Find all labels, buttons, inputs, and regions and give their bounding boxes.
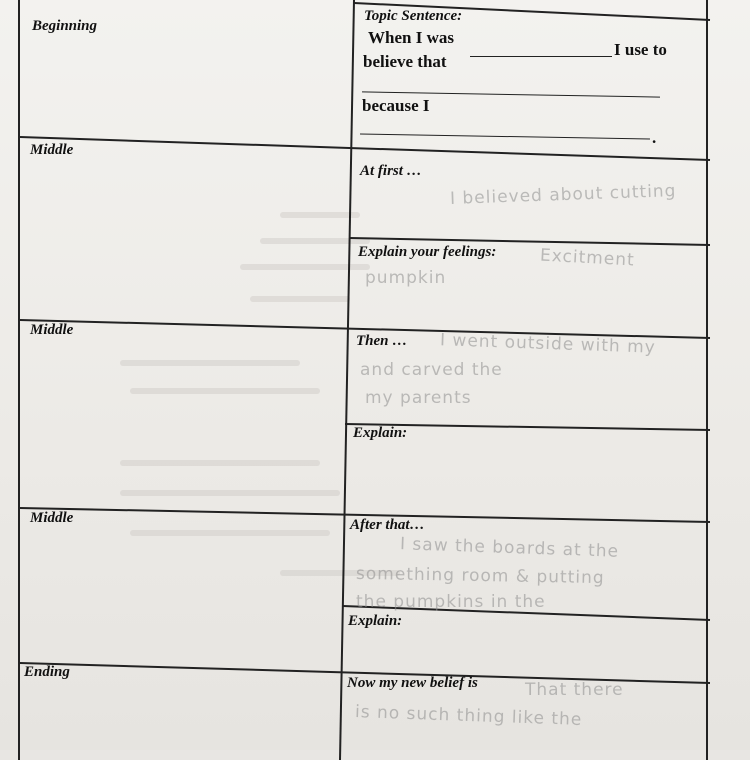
section-middle-label: Middle: [30, 142, 74, 158]
section-middle-label: Middle: [30, 322, 74, 338]
prompt-new-belief: Now my new belief is: [347, 675, 478, 691]
topic-line1-suffix: I use to: [614, 40, 667, 59]
section-middle-label: Middle: [30, 510, 74, 526]
topic-line2: believe that: [363, 52, 447, 71]
prompt-explain: Explain:: [348, 613, 403, 629]
prompt-explain-feelings: Explain your feelings:: [358, 244, 497, 260]
handwritten-response: I saw the boards at the: [399, 534, 620, 562]
handwritten-response: and carved the: [360, 360, 503, 380]
prompt-at-first: At first …: [360, 163, 422, 179]
handwritten-response: I went outside with my: [439, 330, 657, 358]
handwritten-response: I believed about cutting: [449, 181, 677, 209]
topic-line1-prefix: When I was: [368, 28, 454, 47]
topic-blank-was[interactable]: [470, 56, 612, 57]
handwritten-response: That there: [525, 680, 624, 700]
handwritten-response: my parents: [365, 388, 472, 408]
section-beginning-label: Beginning: [32, 18, 98, 34]
handwritten-response: something room & putting: [355, 563, 605, 589]
handwritten-response: pumpkin: [365, 268, 447, 288]
section-ending-label: Ending: [24, 664, 70, 680]
handwritten-response: Excitment: [539, 245, 636, 271]
handwritten-response: the pumpkins in the: [356, 592, 546, 612]
topic-sentence-label: Topic Sentence:: [364, 8, 463, 24]
topic-period: .: [652, 128, 657, 147]
worksheet-table: [18, 0, 708, 760]
prompt-after-that: After that…: [350, 517, 425, 533]
prompt-then: Then …: [356, 333, 408, 349]
prompt-explain: Explain:: [353, 425, 408, 441]
topic-line3: because I: [362, 96, 430, 115]
handwritten-response: is no such thing like the: [354, 702, 583, 730]
